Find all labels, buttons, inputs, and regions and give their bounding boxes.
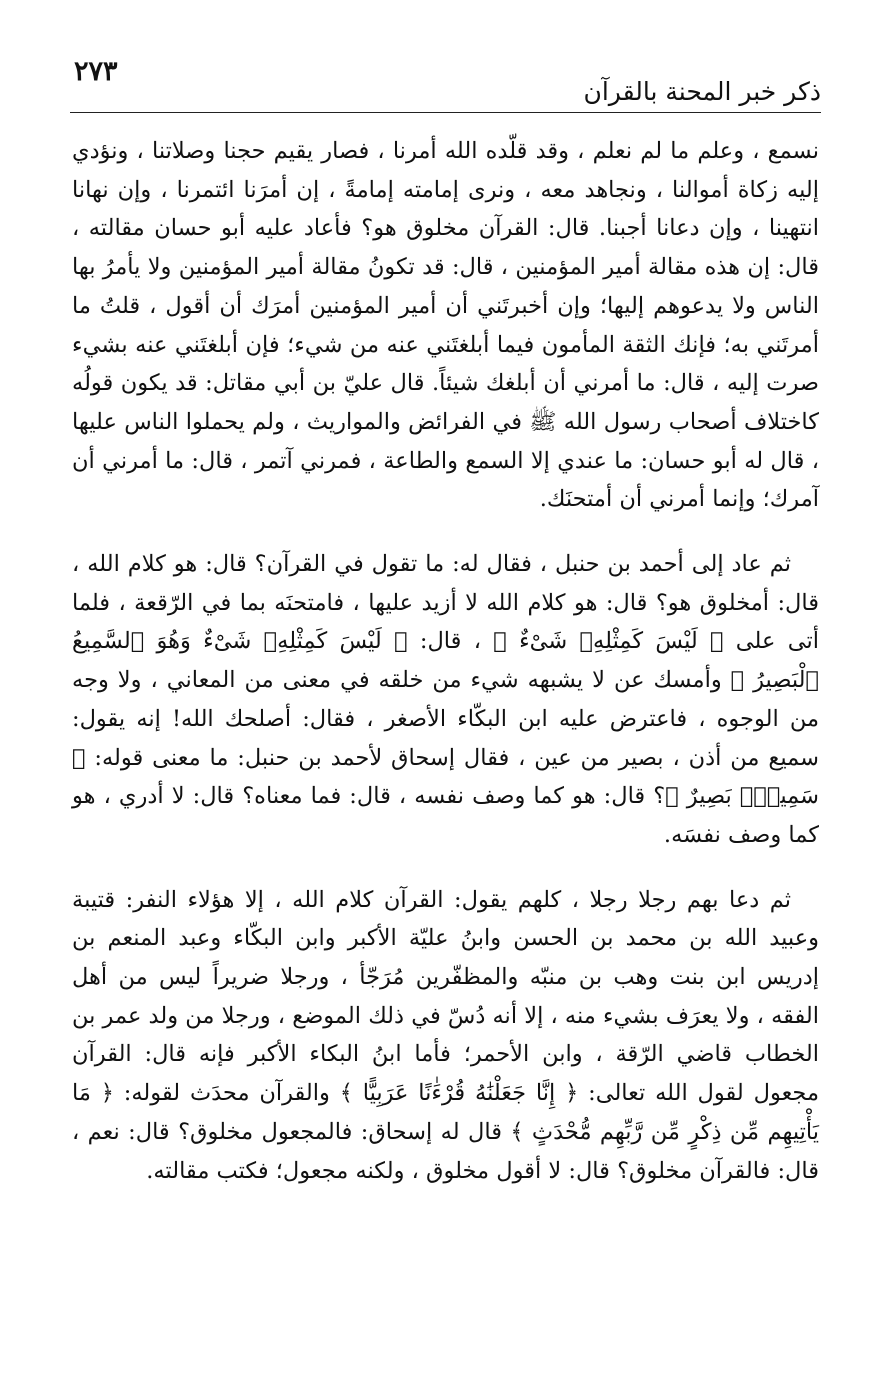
page-body: [72, 132, 819, 1190]
chapter-title: ذكر خبر المحنة بالقرآن: [583, 77, 821, 106]
running-header: [70, 52, 821, 113]
page-number: ٢٧٣: [74, 56, 118, 87]
paragraph-3: ثم دعا بهم رجلا رجلا ، كلهم يقول: القرآن كلام الله ، إلا هؤلاء النفر: قتيبة وعبيد الله بن محمد بن الحسن وابنُ عليّة الأكبر وابن البكّاء وعبد المنعم بن إدريس ابن بنت وهب بن منبّه والمظفّرين مُرَجّأ ، ورجلا ضريراً ليس من أهل الفقه ، ولا يعرَف بشيء منه ، إلا أنه دُسّ في ذلك الموضع ، ورجلا من ولد عمر بن الخطاب قاضي الرّقة ، وابن الأحمر؛ فأما ابنُ البكاء الأكبر فإنه قال: القرآن مجعول لقول الله تعالى: ﴿ إِنَّا جَعَلْنَٰهُ قُرْءَٰنًا عَرَبِيًّا ﴾ والقرآن محدَث لقوله: ﴿ مَا يَأْتِيهِم مِّن ذِكْرٍ مِّن رَّبِّهِم مُّحْدَثٍ ﴾ قال له إسحاق: فالمجعول مخلوق؟ قال: نعم ، قال: فالقرآن مخلوق؟ قال: لا أقول مخلوق ، ولكنه مجعول؛ فكتب مقالته.: [72, 886, 819, 1184]
paragraph-2: ثم عاد إلى أحمد بن حنبل ، فقال له: ما تقول في القرآن؟ قال: هو كلام الله ، قال: أمخلوق هو؟ قال: هو كلام الله لا أزيد عليها ، فامتحنَه بما في الرّقعة ، فلما أتى على ﴿ لَيْسَ كَمِثْلِهِۦ شَىْءٌ ﴾ ، قال: ﴿ لَيْسَ كَمِثْلِهِۦ شَىْءٌ وَهُوَ ٱلسَّمِيعُ ٱلْبَصِيرُ ﴾ وأمسك عن لا يشبهه شيء من خلقه في معنى من المعاني ، ولا وجه من الوجوه ، فاعترض عليه ابن البكّاء الأصغر ، فقال: أصلحك الله! إنه يقول: سميع من أذن ، بصير من عين ، فقال إسحاق لأحمد بن حنبل: ما معنى قوله: ﴿ سَمِيعٌۢ بَصِيرٌ ﴾؟ قال: هو كما وصف نفسه ، قال: فما معناه؟ قال: لا أدري ، هو كما وصف نفسَه.: [72, 551, 819, 848]
paragraph-1: نسمع ، وعلم ما لم نعلم ، وقد قلّده الله أمرنا ، فصار يقيم حجنا وصلاتنا ، ونؤدي إليه زكاة أموالنا ، ونجاهد معه ، ونرى إمامته إمامةً ، إن أمرَنا ائتمرنا ، وإن نهانا انتهينا ، وإن دعانا أجبنا. قال: القرآن مخلوق هو؟ فأعاد عليه أبو حسان مقالته ، قال: إن هذه مقالة أمير المؤمنين ، قال: قد تكونُ مقالة أمير المؤمنين ولا يأمرُ بها الناس ولا يدعوهم إليها؛ وإن أخبرتَني أن أمير المؤمنين أمرَك أن أقول ، قلتُ ما أمرتَني به؛ فإنك الثقة المأمون فيما أبلغتَني عنه من شيء؛ فإن أبلغتَني عنه بشيء صرت إليه ، قال: ما أمرني أن أبلغك شيئاً. قال عليّ بن أبي مقاتل: قد يكون قولُه كاختلاف أصحاب رسول الله ﷺ في الفرائض والمواريث ، ولم يحملوا الناس عليها ، قال له أبو حسان: ما عندي إلا السمع والطاعة ، فمرني آتمر ، قال: ما أمرني أن آمرك؛ وإنما أمرني أن أمتحنَك.: [72, 138, 819, 513]
